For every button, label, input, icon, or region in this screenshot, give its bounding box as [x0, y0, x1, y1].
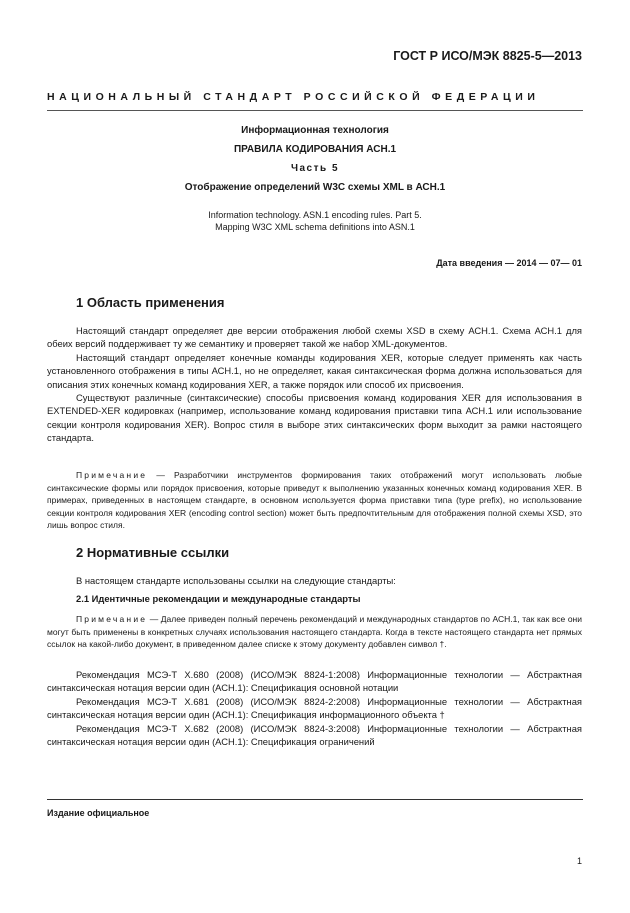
edition-label: Издание официальное [47, 808, 150, 818]
reference-item: Рекомендация МСЭ-Т Х.682 (2008) (ИСО/МЭК 8824-3:2008) Информационные технологии — Абстрактная синтаксическая нотация версии один (АСН.1): Спецификация ограничений [47, 722, 582, 748]
standard-id: ГОСТ Р ИСО/МЭК 8825-5—2013 [393, 49, 582, 63]
title-part: Часть 5 [290, 163, 340, 174]
note-text: — Далее приведен полный перечень рекомендаций и международных стандартов по АСН.1, так как все они могут быть применены в конкретных случаях использования настоящего стандарта. Когда в тексте настоящего стандарта нет прямых ссылок на какой-либо документ, в приведенном далее списке к этому документу добавлен символ †. [47, 614, 582, 649]
section-1-paragraph-2: Настоящий стандарт определяет конечные команды кодирования XER, которые следует применять как часть установленного отображения в типы АСН.1, но не определяет, какая синтаксическая форма должна использоваться для описания этих конечных команд кодирования XER, а также порядок или способ их присвоения. [47, 351, 582, 390]
english-title-line-2: Mapping W3C XML schema definitions into ASN.1 [215, 221, 415, 232]
national-standard-banner: НАЦИОНАЛЬНЫЙ СТАНДАРТ РОССИЙСКОЙ ФЕДЕРАЦИИ [47, 91, 540, 103]
section-2-paragraph-1: В настоящем стандарте использованы ссылки на следующие стандарты: [76, 575, 396, 586]
section-1-heading: 1 Область применения [76, 295, 225, 310]
section-1-paragraph-3: Существуют различные (синтаксические) способы присвоения команд кодирования XER для использования в EXTENDED-XER кодировках (например, использование команд кодирования приставки типа АСН.1 или использование секции контроля кодирования XER). Вопрос стиля в выборе этих синтаксических форм выходит за рамки настоящего стандарта. [47, 392, 582, 444]
top-divider [47, 110, 583, 111]
title-line-1: Информационная технология [241, 125, 389, 136]
note-label: Примечание [76, 614, 148, 624]
title-subtitle: Отображение определений W3C схемы XML в АСН.1 [184, 182, 446, 193]
english-title [47, 210, 583, 233]
title-line-2: ПРАВИЛА КОДИРОВАНИЯ АСН.1 [233, 144, 397, 155]
references-list [47, 668, 582, 748]
section-2-intro [47, 574, 582, 587]
footer-divider [47, 799, 583, 800]
section-2-1-heading: 2.1 Идентичные рекомендации и международные стандарты [76, 593, 361, 604]
section-1-note [47, 469, 582, 532]
section-1-paragraph-1: Настоящий стандарт определяет две версии отображения любой схемы XSD в схему АСН.1. Схема АСН.1 для обеих версий поддерживает ту же семантику и проверяет такой же набор XML-документов. [47, 325, 582, 350]
note-label: Примечание [76, 470, 148, 480]
section-2-note [47, 613, 582, 651]
reference-item: Рекомендация МСЭ-Т Х.680 (2008) (ИСО/МЭК 8824-1:2008) Информационные технологии — Абстрактная синтаксическая нотация версии один (АСН.1): Спецификация основной нотации [47, 669, 582, 694]
section-2-heading: 2 Нормативные ссылки [76, 545, 230, 560]
english-title-line-1: Information technology. ASN.1 encoding rules. Part 5. [208, 210, 422, 220]
reference-item: Рекомендация МСЭ-Т Х.681 (2008) (ИСО/МЭК 8824-2:2008) Информационные технологии — Абстрактная синтаксическая нотация версии один (АСН.1): Спецификация информационного объекта † [47, 695, 582, 721]
page-number: 1 [576, 856, 582, 866]
note-text: — Разработчики инструментов формирования таких отображений могут использовать любые синтаксические формы или порядок присвоения, которые приведут к выполнению указанных конечных команд кодирования XER. В примерах, приведенных в настоящем стандарте, в основном используется форма приставки типа (type prefix), но использование секции контроля кодирования XER (encoding control section) может быть предпочтительным для отображения полной схемы XSD, это лишь вопрос стиля. [47, 470, 582, 530]
intro-date: Дата введения — 2014 — 07— 01 [436, 258, 582, 268]
section-1-body [47, 324, 582, 445]
